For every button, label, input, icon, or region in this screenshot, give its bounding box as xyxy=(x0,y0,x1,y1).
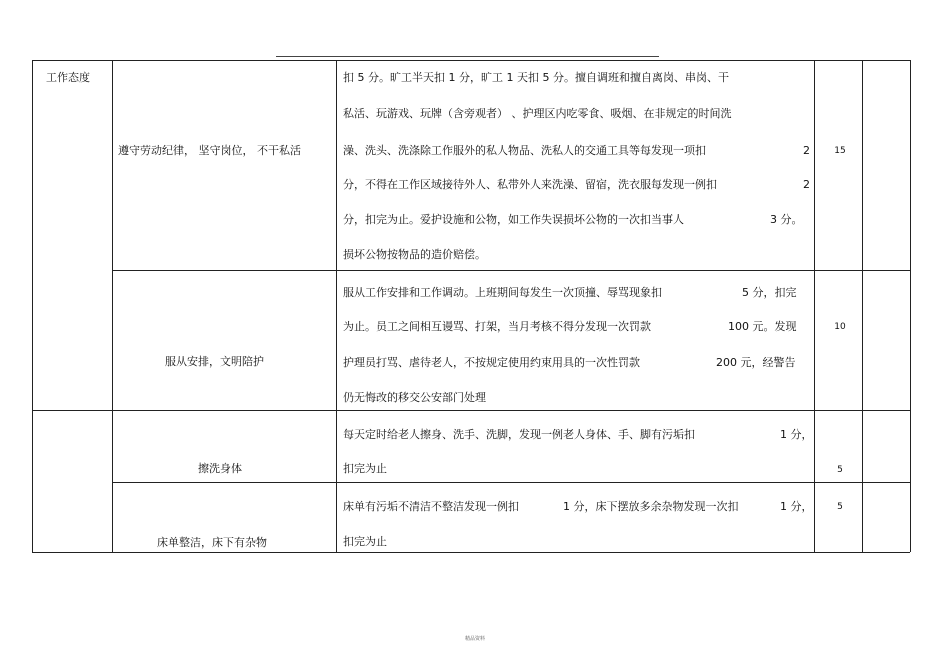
criteria-line: 分，不得在工作区域接待外人、私带外人来洗澡、留宿，洗衣服每发现一例扣 xyxy=(343,178,717,191)
criteria-line: 扣完为止 xyxy=(343,535,387,548)
deduction-value: 2 xyxy=(803,178,810,191)
column-divider xyxy=(814,60,815,552)
item-name: 床单整洁，床下有杂物 xyxy=(157,536,267,549)
criteria-line: 为止。员工之间相互谩骂、打架，当月考核不得分发现一次罚款 xyxy=(343,320,651,333)
row-divider xyxy=(112,482,910,483)
deduction-value: 1 分， xyxy=(780,500,813,513)
score-value: 5 xyxy=(837,465,843,475)
criteria-line: 服从工作安排和工作调动。上班期间每发生一次顶撞、辱骂现象扣 xyxy=(343,286,662,299)
criteria-line: 澡、洗头、洗涤除工作服外的私人物品、洗私人的交通工具等每发现一项扣 xyxy=(343,144,706,157)
criteria-line: 仍无悔改的移交公安部门处理 xyxy=(343,391,486,404)
page-footer: 精品资料 xyxy=(464,636,485,642)
criteria-line: 护理员打骂、虐待老人，不按规定使用约束用具的一次性罚款 xyxy=(343,356,640,369)
column-divider xyxy=(862,60,863,552)
table-border-right xyxy=(910,60,911,552)
criteria-line: 私活、玩游戏、玩牌（含旁观者） 、护理区内吃零食、吸烟、在非规定的时间洗 xyxy=(343,107,732,120)
item-name: 擦洗身体 xyxy=(198,462,242,475)
criteria-line: 每天定时给老人擦身、洗手、洗脚，发现一例老人身体、手、脚有污垢扣 xyxy=(343,428,695,441)
deduction-value: 1 分， xyxy=(780,428,813,441)
score-value: 15 xyxy=(834,146,846,156)
deduction-value: 3 分。 xyxy=(770,213,803,226)
criteria-line: 分，扣完为止。爱护设施和公物，如工作失误损坏公物的一次扣当事人 xyxy=(343,213,684,226)
item-name: 遵守劳动纪律， 坚守岗位， 不干私活 xyxy=(118,144,301,157)
criteria-line: 损坏公物按物品的造价赔偿。 xyxy=(343,248,486,261)
score-value: 5 xyxy=(837,502,843,512)
column-divider xyxy=(336,60,337,552)
table-border-bottom xyxy=(32,552,910,553)
row-divider xyxy=(112,270,910,271)
criteria-line: 扣完为止 xyxy=(343,462,387,475)
deduction-value: 1 分，床下摆放多余杂物发现一次扣 xyxy=(563,500,739,513)
table-border-top xyxy=(32,60,910,61)
deduction-value: 5 分，扣完 xyxy=(742,286,797,299)
score-value: 10 xyxy=(834,322,846,332)
row-divider xyxy=(32,410,910,411)
criteria-line: 床单有污垢不清洁不整洁发现一例扣 xyxy=(343,500,519,513)
criteria-line: 扣 5 分。旷工半天扣 1 分，旷工 1 天扣 5 分。擅自调班和擅自离岗、串岗、干 xyxy=(343,71,729,84)
table-border-left xyxy=(32,60,33,552)
header-rule xyxy=(276,56,659,57)
deduction-value: 2 xyxy=(803,144,810,157)
category-label: 工作态度 xyxy=(46,71,90,84)
deduction-value: 200 元，经警告 xyxy=(716,356,796,369)
item-name: 服从安排，文明陪护 xyxy=(165,355,264,368)
column-divider xyxy=(112,60,113,552)
deduction-value: 100 元。发现 xyxy=(728,320,797,333)
